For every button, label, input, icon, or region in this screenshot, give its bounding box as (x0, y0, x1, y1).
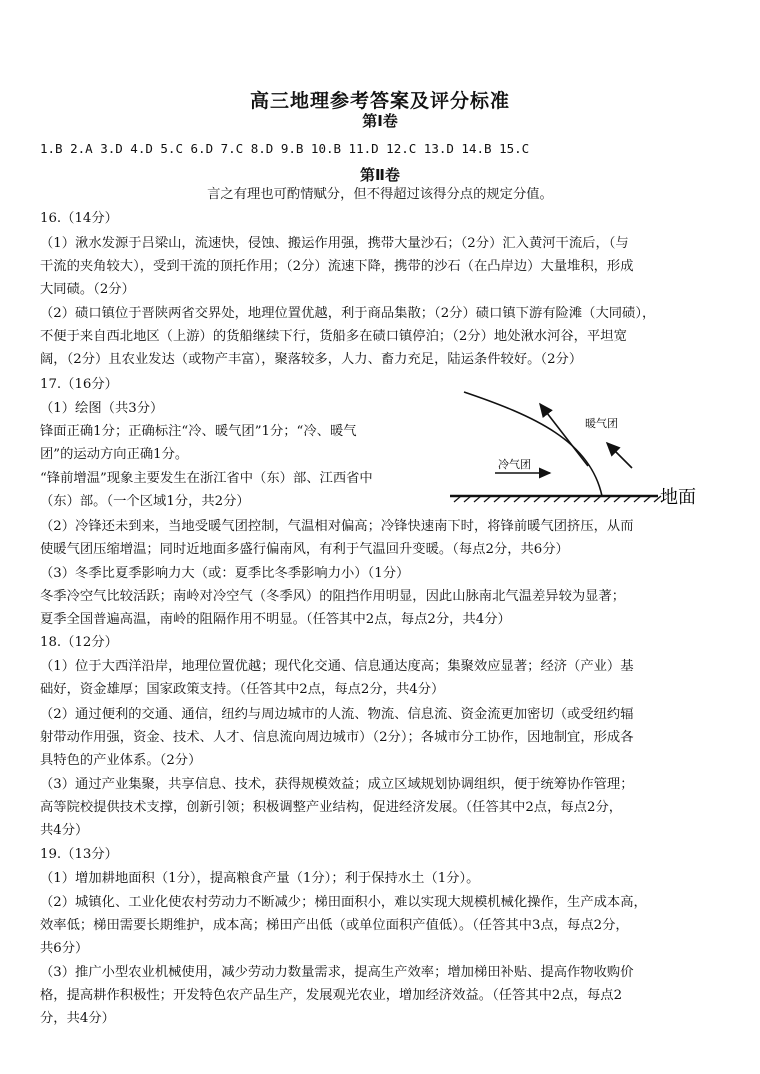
q16-p2-line: 阔，（2分）且农业发达（或物产丰富），聚落较多，人力、畜力充足，陆运条件较好。（2分） (40, 352, 583, 367)
q17-p1-line: “锋前增温”现象主要发生在浙江省中（东）部、江西省中 (40, 471, 373, 486)
q18-p1-line: （1）位于大西洋沿岸，地理位置优越；现代化交通、信息通达度高；集聚效应显著；经济（产业）基 (40, 659, 634, 674)
q17-p2-line: 使暖气团压缩增温；同时近地面多盛行偏南风，有利于气温回升变暖。（每点2分，共6分） (40, 542, 569, 557)
q17-header: 17.（16分） (40, 377, 118, 392)
q19-p2-line: 效率低；梯田需要长期维护，成本高；梯田产出低（或单位面积产值低）。（任答其中3点，每点2分， (40, 918, 629, 933)
q18-p2-line: 射带动作用强，资金、技术、人才、信息流向周边城市）（2分）；各城市分工协作，因地制宜，形成各 (40, 730, 634, 745)
q19-p2-line: 共6分） (40, 941, 89, 956)
front-line (464, 392, 602, 496)
warm-air-arrow-2 (607, 443, 632, 468)
choice-answers: 1.B 2.A 3.D 4.D 5.C 6.D 7.C 8.D 9.B 10.B 11.D 12.C 13.D 14.B 15.C (40, 141, 530, 156)
q19-p2-line: （2）城镇化、工业化使农村劳动力不断减少；梯田面积小，难以实现大规模机械化操作，生产成本高， (40, 895, 647, 910)
q18-p3-line: 共4分） (40, 823, 89, 838)
q16-p2-line: （2）碛口镇位于晋陕两省交界处，地理位置优越，利于商品集散；（2分）碛口镇下游有险滩（大同碛）， (40, 306, 656, 321)
q18-p3-line: （3）通过产业集聚，共享信息、技术，获得规模效益；成立区域规划协调组织，便于统筹协作管理； (40, 777, 634, 792)
q19-header: 19.（13分） (40, 847, 118, 862)
q18-p2-line: 具特色的产业体系。（2分） (40, 753, 202, 768)
q16-p2-line: 不便于来自西北地区（上游）的货船继续下行，货船多在碛口镇停泊；（2分）地处湫水河谷，平坦宽 (40, 329, 627, 344)
ground-label: 地面 (660, 487, 696, 508)
cold-front-svg (440, 386, 720, 516)
q17-p3-line: 冬季冷空气比较活跃；南岭对冷空气（冬季风）的阻挡作用明显，因此山脉南北气温差异较为显著； (40, 589, 626, 604)
q18-header: 18.（12分） (40, 635, 118, 650)
q17-p3-line: （3）冬季比夏季影响力大（或：夏季比冬季影响力小）（1分） (40, 566, 410, 581)
q16-p1-line: （1）湫水发源于吕梁山，流速快，侵蚀、搬运作用强，携带大量沙石；（2分）汇入黄河干流后，（与 (40, 236, 629, 251)
warm-air-arrow-1 (540, 404, 588, 466)
cold-front-diagram (440, 386, 720, 516)
scoring-note: 言之有理也可酌情赋分，但不得超过该得分点的规定分值。 (207, 187, 553, 202)
q17-p2-line: （2）冷锋还未到来，当地受暖气团控制，气温相对偏高；冷锋快速南下时，将锋前暖气团挤压，从而 (40, 519, 634, 534)
page-title: 高三地理参考答案及评分标准 (249, 90, 510, 112)
q19-p3-line: （3）推广小型农业机械使用，减少劳动力数量需求，提高生产效率；增加梯田补贴、提高作物收购价 (40, 965, 634, 980)
section-1-title: 第Ⅰ卷 (362, 112, 398, 130)
warm-air-label: 暖气团 (585, 417, 618, 430)
q18-p3-line: 高等院校提供技术支撑，创新引领；积极调整产业结构，促进经济发展。（任答其中2点，每点2分， (40, 800, 623, 815)
q17-p1-line: （东）部。（一个区域1分，共2分） (40, 494, 250, 509)
q16-p1-line: 干流的夹角较大），受到干流的顶托作用；（2分）流速下降，携带的沙石（在凸岸边）大量堆积，形成 (40, 259, 634, 274)
q19-p1-line: （1）增加耕地面积（1分），提高粮食产量（1分）；利于保持水土（1分）。 (40, 871, 480, 886)
q17-p3-line: 夏季全国普遍高温，南岭的阻隔作用不明显。（任答其中2点，每点2分，共4分） (40, 612, 511, 627)
cold-air-label: 冷气团 (498, 458, 531, 471)
q16-p1-line: 大同碛。（2分） (40, 282, 135, 297)
q19-p3-line: 格，提高耕作积极性；开发特色农产品生产，发展观光农业，增加经济效益。（任答其中2点，每点2 (40, 988, 623, 1003)
q18-p2-line: （2）通过便利的交通、通信，纽约与周边城市的人流、物流、信息流、资金流更加密切（或受纽约辐 (40, 707, 634, 722)
q19-p3-line: 分，共4分） (40, 1011, 115, 1026)
q16-header: 16.（14分） (40, 211, 118, 226)
q18-p1-line: 础好，资金雄厚；国家政策支持。（任答其中2点，每点2分，共4分） (40, 682, 445, 697)
q17-p1-line: 团”的运动方向正确1分。 (40, 447, 189, 462)
q17-p1-line: （1）绘图（共3分） (40, 401, 164, 416)
q17-p1-line: 锋面正确1分；正确标注“冷、暖气团”1分；“冷、暖气 (40, 424, 357, 439)
section-2-title: 第Ⅱ卷 (360, 166, 400, 184)
